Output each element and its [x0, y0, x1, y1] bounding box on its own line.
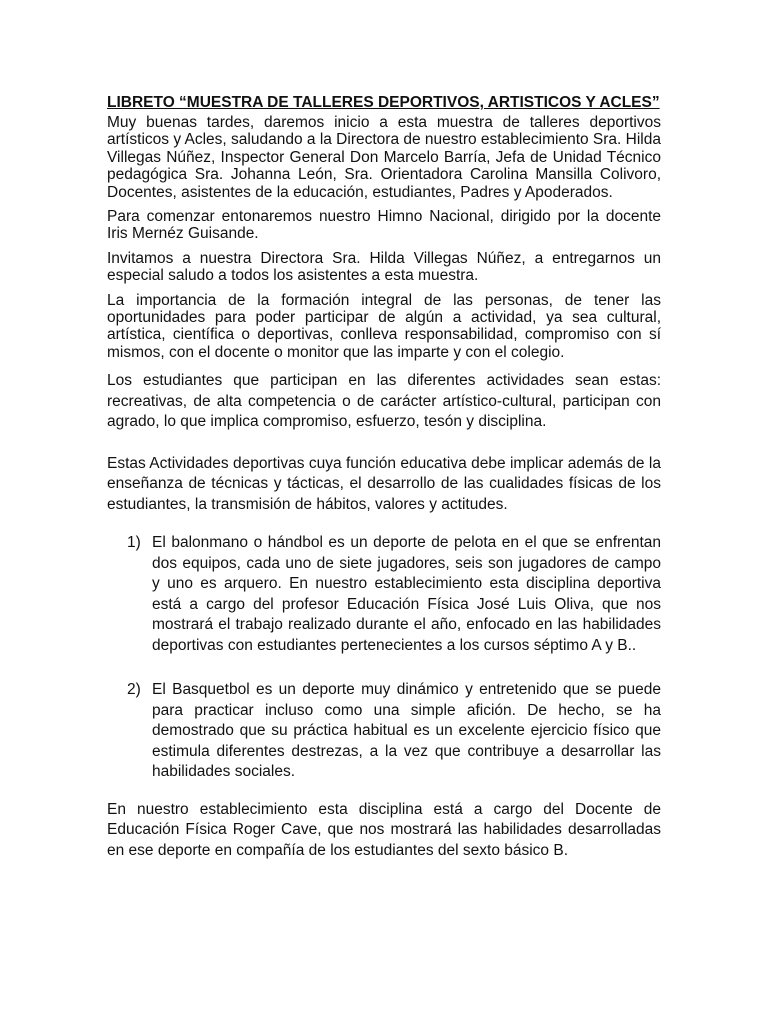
director-invitation-paragraph: Invitamos a nuestra Directora Sra. Hilda Villegas Núñez, a entregarnos un especial saludo a todos los asistentes a esta muestra.: [107, 249, 661, 285]
list-number: 1): [127, 534, 141, 552]
document-title: LIBRETO “MUESTRA DE TALLERES DEPORTIVOS, ARTISTICOS Y ACLES”: [107, 94, 660, 111]
closing-paragraph: En nuestro establecimiento esta disciplina está a cargo del Docente de Educación Física Roger Cave, que nos mostrará las habilidades desarrolladas en ese deporte en compañía de los estudiantes del sexto básico B.: [107, 800, 661, 859]
list-item-handball: [107, 533, 661, 656]
list-number: 2): [127, 681, 141, 699]
document-page: [107, 94, 661, 861]
formation-paragraph: La importancia de la formación integral de las personas, de tener las oportunidades para poder participar de algún a actividad, ya sea cultural, artística, científica o deportivas, conlleva responsabilidad, compromiso con sí mismos, con el docente o monitor que las imparte y con el colegio.: [107, 291, 661, 361]
students-paragraph: Los estudiantes que participan en las diferentes actividades sean estas: recreativas, de alta competencia o de carácter artístico-cultural, participan con agrado, lo que implica compromiso, esfuerzo, tesón y disciplina.: [107, 372, 661, 431]
anthem-paragraph: Para comenzar entonaremos nuestro Himno Nacional, dirigido por la docente Iris Mernéz Guisande.: [107, 208, 661, 243]
list-item-text: El Basquetbol es un deporte muy dinámico y entretenido que se puede para practicar incluso como una simple afición. De hecho, se ha demostrado que su práctica habitual es un excelente ejercicio físico que estimula diferentes destrezas, a la vez que contribuye a desarrollar las habilidades sociales.: [152, 681, 661, 781]
greeting-paragraph: Muy buenas tardes, daremos inicio a esta muestra de talleres deportivos artísticos y Acles, saludando a la Directora de nuestro establecimiento Sra. Hilda Villegas Núñez, Inspector General Don Marcelo Barría, Jefa de Unidad Técnico pedagógica Sra. Johanna León, Sra. Orientadora Carolina Mansilla Colivoro, Docentes, asistentes de la educación, estudiantes, Padres y Apoderados.: [107, 114, 661, 201]
list-item-text: El balonmano o hándbol es un deporte de pelota en el que se enfrentan dos equipos, cada uno de siete jugadores, seis son jugadores de campo y uno es arquero. En nuestro establecimiento esta disciplina deportiva está a cargo del profesor Educación Física José Luis Oliva, que nos mostrará el trabajo realizado durante el año, enfocado en las habilidades deportivas con estudiantes pertenecientes a los cursos séptimo A y B..: [152, 534, 661, 654]
sports-activities-paragraph: Estas Actividades deportivas cuya función educativa debe implicar además de la enseñanza de técnicas y tácticas, el desarrollo de las cualidades físicas de los estudiantes, la transmisión de hábitos, valores y actitudes.: [107, 454, 661, 513]
list-item-basketball: [107, 680, 661, 783]
